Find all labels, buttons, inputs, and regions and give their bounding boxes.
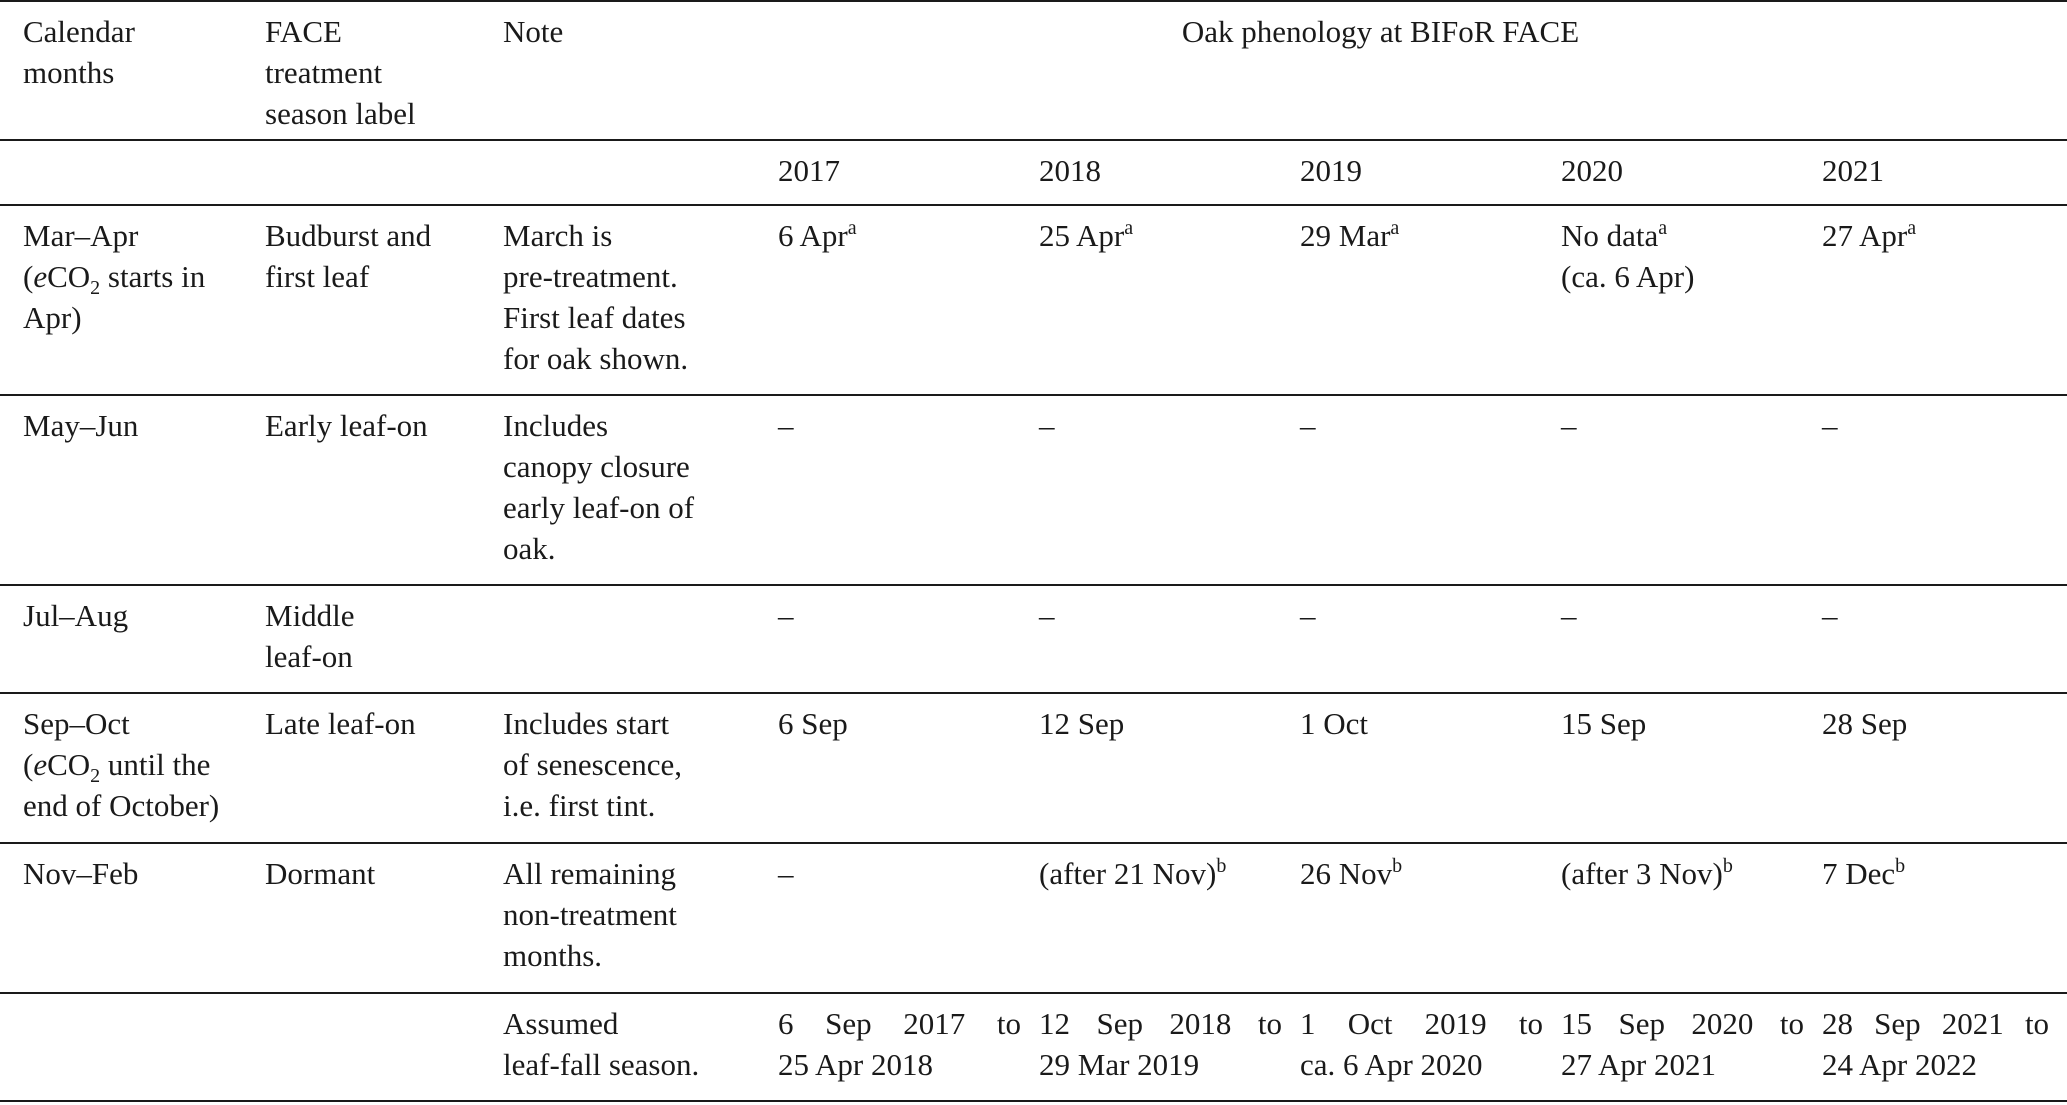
- date-cell: –: [1818, 395, 2067, 585]
- season-label-cell: Dormant: [261, 843, 499, 993]
- date-cell: 1 Oct: [1296, 693, 1557, 843]
- note-cell: [499, 585, 774, 693]
- table-row: [0, 693, 2067, 843]
- table-row: [0, 993, 2067, 1101]
- date-range-cell: 1 Oct 2019 to ca. 6 Apr 2020: [1296, 993, 1557, 1101]
- months-cell: Jul–Aug: [0, 585, 261, 693]
- months-cell: May–Jun: [0, 395, 261, 585]
- date-cell: –: [1296, 395, 1557, 585]
- date-cell: –: [1557, 395, 1818, 585]
- season-label-cell: Budburst and first leaf: [261, 205, 499, 395]
- note-cell: Includes start of senescence, i.e. first tint.: [499, 693, 774, 843]
- years-row: [0, 140, 2067, 205]
- header-oak-title: Oak phenology at BIFoR FACE: [774, 1, 2067, 140]
- season-label-cell: Late leaf-on: [261, 693, 499, 843]
- date-cell: –: [1035, 395, 1296, 585]
- date-cell: –: [1818, 585, 2067, 693]
- note-cell: Includes canopy closure early leaf-on of oak.: [499, 395, 774, 585]
- date-cell: 28 Sep: [1818, 693, 2067, 843]
- date-cell: 25 Apr$^a$: [1035, 205, 1296, 395]
- header-face-label: FACE treatment season label: [261, 1, 499, 140]
- date-cell: –: [774, 585, 1035, 693]
- date-range-cell: 28 Sep 2021 to 24 Apr 2022: [1818, 993, 2067, 1101]
- months-cell: Sep–Oct (eCO$_2$ until the end of October): [0, 693, 261, 843]
- season-label-cell: [261, 993, 499, 1101]
- date-range-cell: 12 Sep 2018 to 29 Mar 2019: [1035, 993, 1296, 1101]
- note-cell: March is pre-treatment. First leaf dates for oak shown.: [499, 205, 774, 395]
- date-cell: 29 Mar$^a$: [1296, 205, 1557, 395]
- year-label: 2018: [1035, 140, 1296, 205]
- table-header-row: [0, 1, 2067, 140]
- date-cell: –: [1296, 585, 1557, 693]
- table-row: [0, 205, 2067, 395]
- header-note: Note: [499, 1, 774, 140]
- date-range-cell: 6 Sep 2017 to 25 Apr 2018: [774, 993, 1035, 1101]
- date-cell: 12 Sep: [1035, 693, 1296, 843]
- date-range-cell: 15 Sep 2020 to 27 Apr 2021: [1557, 993, 1818, 1101]
- date-cell: –: [774, 843, 1035, 993]
- date-cell: 6 Sep: [774, 693, 1035, 843]
- year-label: 2020: [1557, 140, 1818, 205]
- date-cell: 7 Dec$^b$: [1818, 843, 2067, 993]
- months-cell: Nov–Feb: [0, 843, 261, 993]
- date-cell: (after 21 Nov)$^b$: [1035, 843, 1296, 993]
- header-calendar-months: Calendar months: [0, 1, 261, 140]
- date-cell: –: [1035, 585, 1296, 693]
- table-row: [0, 585, 2067, 693]
- date-cell: 15 Sep: [1557, 693, 1818, 843]
- year-label: 2019: [1296, 140, 1557, 205]
- months-cell: [0, 993, 261, 1101]
- date-cell: 6 Apr$^a$: [774, 205, 1035, 395]
- table-row: [0, 843, 2067, 993]
- season-label-cell: Early leaf-on: [261, 395, 499, 585]
- year-label: 2021: [1818, 140, 2067, 205]
- year-label: 2017: [774, 140, 1035, 205]
- date-cell: No data$^a$ (ca. 6 Apr): [1557, 205, 1818, 395]
- date-cell: –: [1557, 585, 1818, 693]
- date-cell: 27 Apr$^a$: [1818, 205, 2067, 395]
- date-cell: (after 3 Nov)$^b$: [1557, 843, 1818, 993]
- date-cell: 26 Nov$^b$: [1296, 843, 1557, 993]
- table-row: [0, 395, 2067, 585]
- months-cell: Mar–Apr (eCO$_2$ starts in Apr): [0, 205, 261, 395]
- season-label-cell: Middle leaf-on: [261, 585, 499, 693]
- note-cell: All remaining non-treatment months.: [499, 843, 774, 993]
- date-cell: –: [774, 395, 1035, 585]
- note-cell: Assumed leaf-fall season.: [499, 993, 774, 1101]
